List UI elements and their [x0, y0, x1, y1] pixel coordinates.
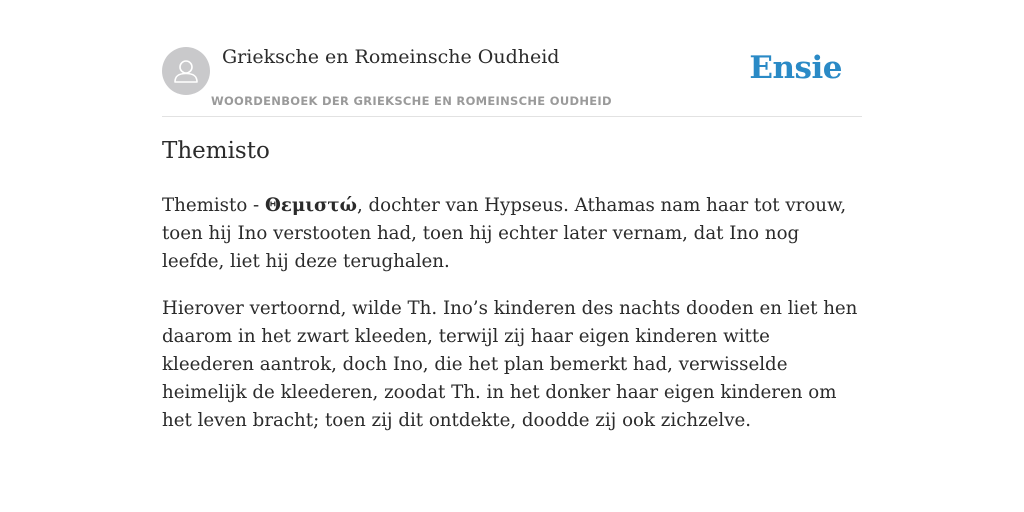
paragraph-text: , dochter van Hypseus. Athamas nam haar tot vrouw, toen hij Ino verstooten had, toen hij echter later vernam, dat Ino nog leefde, liet hij deze terughalen. [162, 195, 847, 272]
ensie-logo[interactable]: Ensie [749, 50, 842, 86]
source-subtitle: WOORDENBOEK DER GRIEKSCHE EN ROMEINSCHE OUDHEID [211, 94, 612, 108]
source-avatar[interactable] [162, 47, 210, 95]
user-silhouette-icon [162, 47, 210, 95]
source-header [162, 40, 862, 117]
greek-term: Θεμιστώ [264, 195, 357, 216]
entry-paragraph [162, 192, 862, 276]
entry-content [162, 192, 862, 454]
paragraph-lead: Themisto - [162, 195, 265, 216]
entry-paragraph: Hierover vertoornd, wilde Th. Ino’s kinderen des nachts dooden en liet hen daarom in het zwart kleeden, terwijl zij haar eigen kinderen witte kleederen aantrok, doch Ino, die het plan bemerkt had, verwisselde heimelijk de kleederen, zoodat Th. in het donker haar eigen kinderen om het leven bracht; toen zij dit ontdekte, doodde zij ook zichzelve. [162, 298, 858, 431]
source-title[interactable]: Grieksche en Romeinsche Oudheid [222, 46, 560, 68]
entry-title: Themisto [162, 138, 270, 164]
